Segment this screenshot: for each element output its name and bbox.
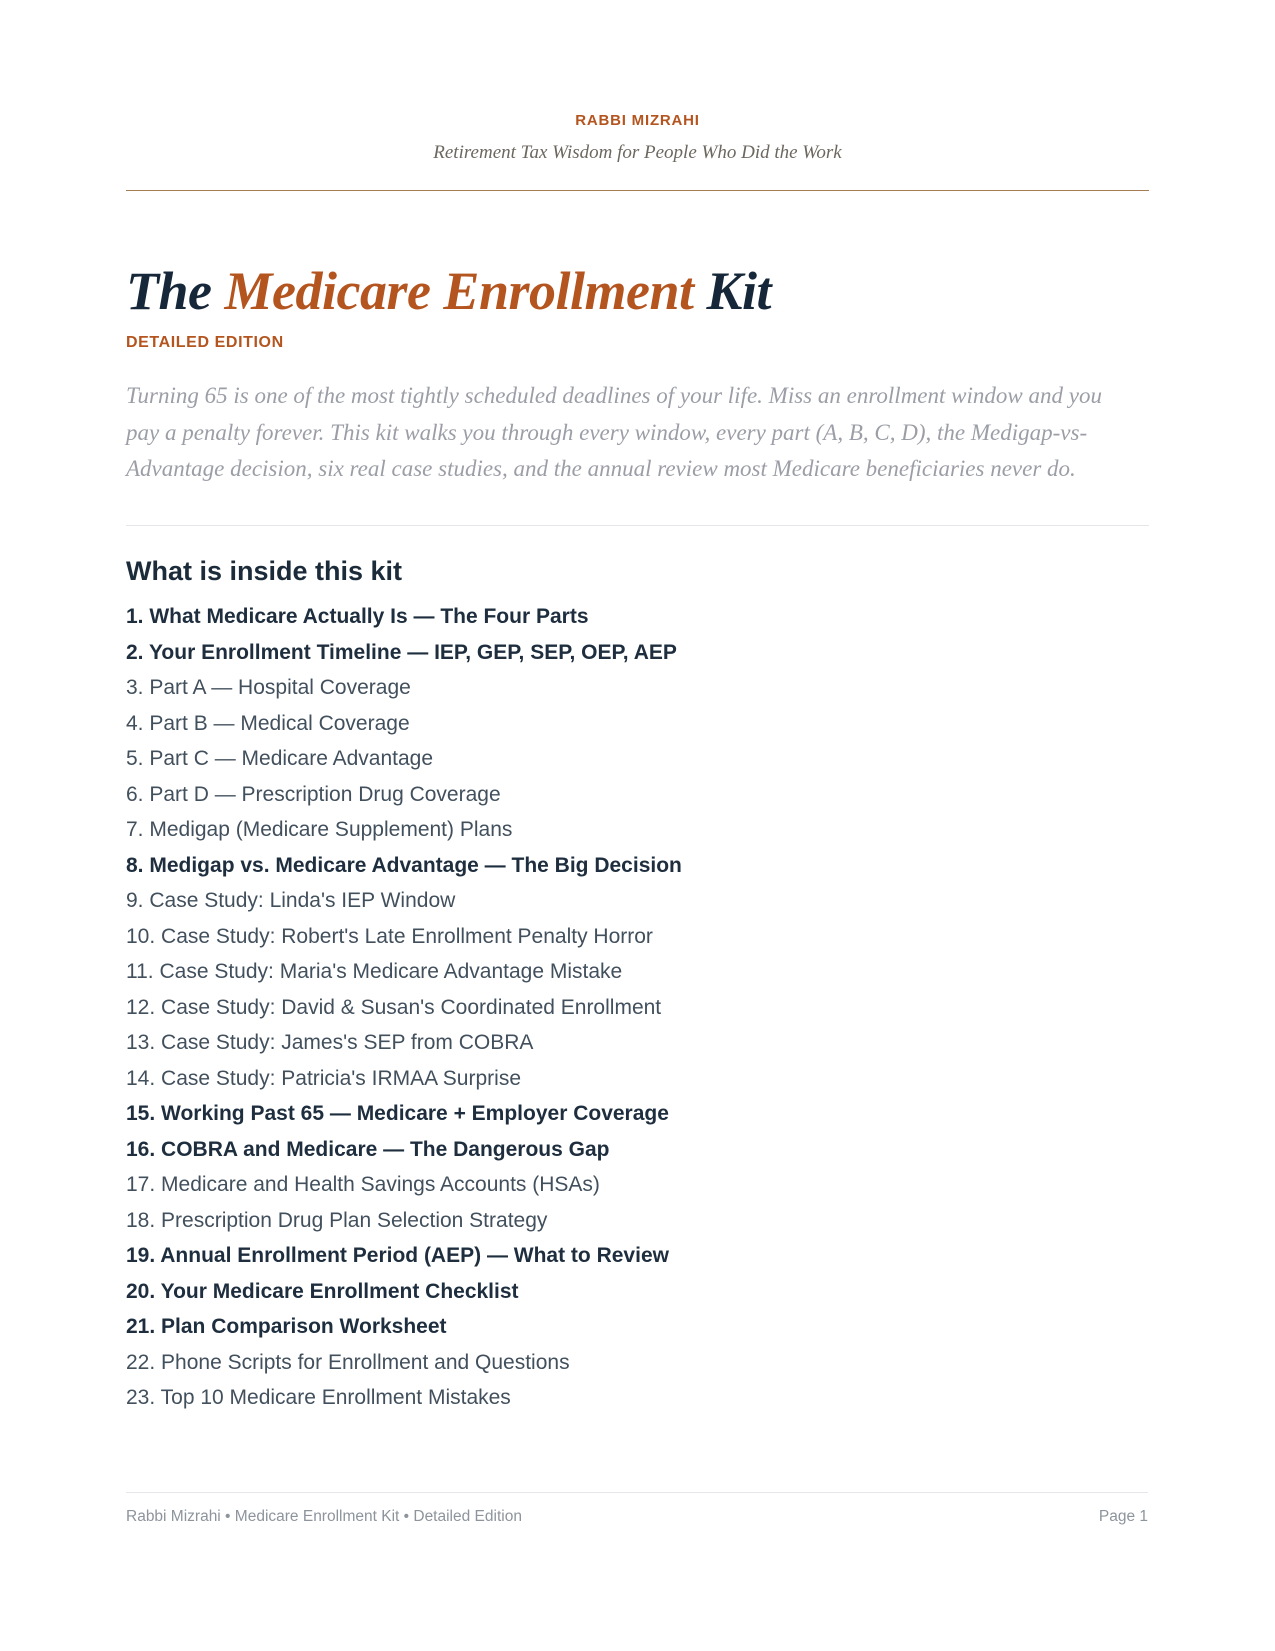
toc-item: 20. Your Medicare Enrollment Checklist [126,1279,519,1303]
toc-item: 17. Medicare and Health Savings Accounts (HSAs) [126,1173,600,1197]
toc-item: 1. What Medicare Actually Is — The Four Parts [126,605,589,629]
toc-item: 14. Case Study: Patricia's IRMAA Surprise [126,1066,522,1090]
edition-label: DETAILED EDITION [126,334,284,352]
toc-item: 21. Plan Comparison Worksheet [126,1315,447,1339]
toc-item: 7. Medigap (Medicare Supplement) Plans [126,818,513,842]
toc-list [126,604,1149,1411]
page-header [126,0,1149,191]
header-divider [126,190,1149,191]
toc-item: 23. Top 10 Medicare Enrollment Mistakes [126,1386,511,1410]
toc-item: 3. Part A — Hospital Coverage [126,676,411,700]
toc-item: 8. Medigap vs. Medicare Advantage — The Big Decision [126,853,682,877]
toc-item: 16. COBRA and Medicare — The Dangerous Gap [126,1137,610,1161]
toc-item: 9. Case Study: Linda's IEP Window [126,889,456,913]
title-tail: Kit [693,261,772,321]
title-lead: The [126,261,225,321]
toc-heading: What is inside this kit [126,556,403,587]
toc-item: 22. Phone Scripts for Enrollment and Questions [126,1350,570,1374]
toc-item: 12. Case Study: David & Susan's Coordinated Enrollment [126,995,662,1019]
toc-item: 19. Annual Enrollment Period (AEP) — What to Review [126,1244,669,1268]
toc-item: 2. Your Enrollment Timeline — IEP, GEP, SEP, OEP, AEP [126,640,677,664]
toc-item: 18. Prescription Drug Plan Selection Strategy [126,1208,548,1232]
toc-item: 15. Working Past 65 — Medicare + Employer Coverage [126,1102,669,1126]
toc-item: 10. Case Study: Robert's Late Enrollment Penalty Horror [126,924,653,948]
toc-item: 13. Case Study: James's SEP from COBRA [126,1031,534,1055]
footer-meta: Rabbi Mizrahi • Medicare Enrollment Kit • Detailed Edition [126,1508,522,1525]
document-body [126,261,1149,1411]
toc-item: 6. Part D — Prescription Drug Coverage [126,782,501,806]
toc-item: 11. Case Study: Maria's Medicare Advantage Mistake [126,960,623,984]
page-footer [126,1492,1148,1526]
page-title [126,261,1149,321]
section-divider [126,525,1149,526]
brand-name: RABBI MIZRAHI [575,112,700,129]
brand-tagline: Retirement Tax Wisdom for People Who Did the Work [433,142,842,163]
toc-item: 4. Part B — Medical Coverage [126,711,410,735]
page-number: Page 1 [1098,1508,1148,1525]
title-accent: Medicare Enrollment [224,261,694,321]
toc-item: 5. Part C — Medicare Advantage [126,747,433,771]
intro-paragraph: Turning 65 is one of the most tightly scheduled deadlines of your life. Miss an enrollment window and you pay a penalty forever. This kit walks you through every window, every part (A, B, C, D), the Medigap-vs-Advantage decision, six real case studies, and the annual review most Medicare beneficiaries never do. [126,383,1102,482]
